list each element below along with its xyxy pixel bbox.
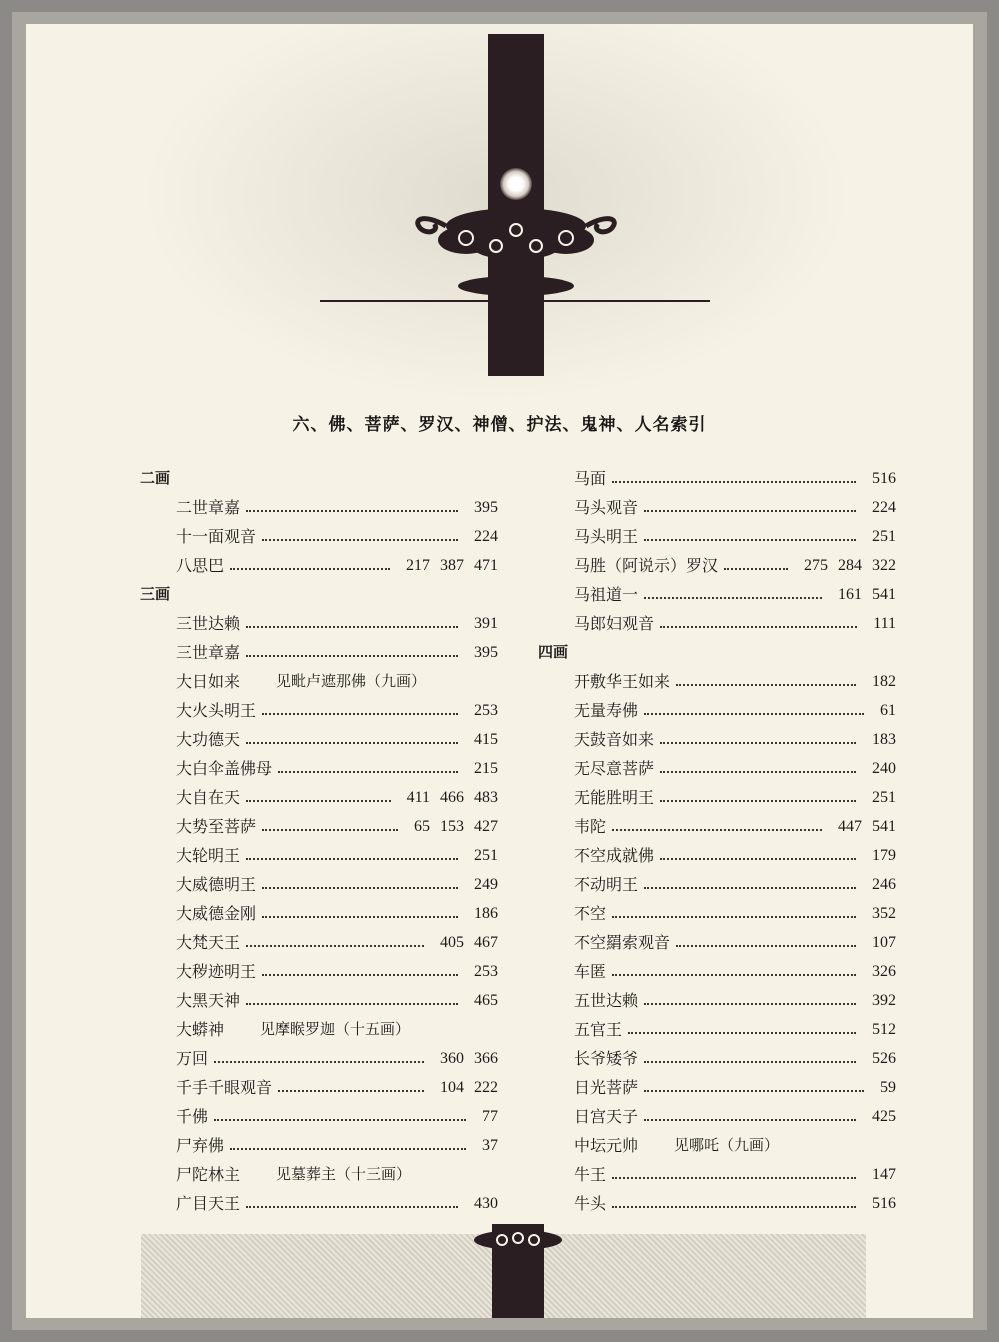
stroke-count-heading: 二画	[140, 469, 171, 487]
index-entry	[536, 812, 896, 841]
leader-dots	[660, 626, 857, 628]
entry-name: 大火头明王	[176, 701, 257, 720]
page-numbers	[862, 1160, 896, 1189]
page-number: 179	[872, 847, 896, 864]
index-entry	[138, 957, 498, 986]
page-numbers	[396, 551, 498, 580]
page-numbers	[464, 986, 498, 1015]
leader-dots	[644, 1119, 856, 1121]
index-entry	[138, 1102, 498, 1131]
index-entry	[138, 1189, 498, 1218]
page-numbers	[828, 580, 896, 609]
entry-name: 五官王	[574, 1020, 623, 1039]
leader-dots	[246, 510, 458, 512]
page-numbers	[862, 1189, 896, 1218]
index-column-left	[138, 464, 498, 1218]
page-number: 253	[474, 702, 498, 719]
index-entry	[138, 783, 498, 812]
leader-dots	[230, 1148, 466, 1150]
index-entry	[536, 725, 896, 754]
index-entry	[138, 1160, 498, 1189]
leader-dots	[644, 510, 856, 512]
entry-name: 五世达赖	[574, 991, 639, 1010]
page-number: 253	[474, 963, 498, 980]
page-number: 391	[474, 615, 498, 632]
page-numbers	[430, 1073, 498, 1102]
entry-name: 三世章嘉	[176, 643, 241, 662]
leader-dots	[246, 655, 458, 657]
page-numbers	[862, 841, 896, 870]
entry-name: 不空羂索观音	[574, 933, 671, 952]
page-numbers	[862, 870, 896, 899]
entry-name: 千佛	[176, 1107, 209, 1126]
entry-name: 开敷华王如来	[574, 672, 671, 691]
page-numbers	[862, 928, 896, 957]
page-number: 395	[474, 644, 498, 661]
entry-name: 车匿	[574, 962, 607, 981]
page-numbers	[862, 783, 896, 812]
leader-dots	[644, 887, 856, 889]
page-numbers	[794, 551, 896, 580]
leader-dots	[644, 539, 856, 541]
page-numbers	[464, 696, 498, 725]
leader-dots	[262, 916, 458, 918]
index-entry	[138, 551, 498, 580]
page-numbers	[862, 1015, 896, 1044]
leader-dots	[644, 713, 864, 715]
page-numbers	[870, 1073, 896, 1102]
entry-name: 十一面观音	[176, 527, 257, 546]
index-column-right	[536, 464, 896, 1218]
page-number: 251	[872, 528, 896, 545]
index-entry	[536, 464, 896, 493]
entry-name: 中坛元帅	[574, 1136, 639, 1155]
leader-dots	[660, 858, 856, 860]
page-number: 61	[880, 702, 896, 719]
page-number: 360	[440, 1050, 464, 1067]
index-entry	[138, 493, 498, 522]
light-halo	[500, 168, 532, 200]
entry-name: 牛王	[574, 1165, 607, 1184]
index-entry	[536, 1160, 896, 1189]
leader-dots	[214, 1061, 424, 1063]
leader-dots	[278, 1090, 424, 1092]
leader-dots	[644, 597, 822, 599]
leader-dots	[262, 974, 458, 976]
entry-name: 千手千眼观音	[176, 1078, 273, 1097]
page-numbers	[464, 493, 498, 522]
index-entry	[536, 667, 896, 696]
index-entry	[536, 841, 896, 870]
page-numbers	[862, 754, 896, 783]
page-number: 284	[838, 557, 862, 574]
entry-name: 大日如来	[176, 672, 241, 691]
index-entry	[138, 986, 498, 1015]
page-number: 251	[872, 789, 896, 806]
page-numbers	[397, 783, 498, 812]
page-number: 516	[872, 1195, 896, 1212]
leader-dots	[612, 974, 856, 976]
leader-dots	[676, 945, 856, 947]
index-entry	[536, 551, 896, 580]
entry-name: 大蟒神	[176, 1020, 225, 1039]
page-number: 153	[440, 818, 464, 835]
entry-name: 大梵天王	[176, 933, 241, 952]
leader-dots	[246, 626, 458, 628]
stroke-count-heading: 四画	[538, 643, 569, 661]
page-number: 392	[872, 992, 896, 1009]
entry-name: 日宫天子	[574, 1107, 639, 1126]
page-number: 65	[414, 818, 430, 835]
page-numbers	[464, 957, 498, 986]
page-numbers	[464, 725, 498, 754]
page-number: 222	[474, 1079, 498, 1096]
leader-dots	[214, 1119, 466, 1121]
page-number: 352	[872, 905, 896, 922]
cross-reference: 见哪吒（九画）	[674, 1136, 780, 1154]
leader-dots	[644, 1003, 856, 1005]
leader-dots	[676, 684, 856, 686]
page-number: 183	[872, 731, 896, 748]
index-entry	[138, 1044, 498, 1073]
entry-name: 大黑天神	[176, 991, 241, 1010]
horizon-line	[320, 300, 710, 302]
index-entry	[138, 928, 498, 957]
entry-name: 不动明王	[574, 875, 639, 894]
leader-dots	[644, 1061, 856, 1063]
page-number: 59	[880, 1079, 896, 1096]
cross-reference: 见毗卢遮那佛（九画）	[276, 672, 427, 690]
index-entry	[138, 754, 498, 783]
leader-dots	[612, 1206, 856, 1208]
index-entry	[138, 1015, 498, 1044]
page-number: 275	[804, 557, 828, 574]
leader-dots	[660, 800, 856, 802]
page-number: 395	[474, 499, 498, 516]
index-entry	[138, 1073, 498, 1102]
entry-name: 马面	[574, 469, 607, 488]
stroke-count-heading: 三画	[140, 585, 171, 603]
entry-name: 日光菩萨	[574, 1078, 639, 1097]
leader-dots	[644, 1090, 864, 1092]
page-number: 246	[872, 876, 896, 893]
page-numbers	[464, 522, 498, 551]
leader-dots	[246, 858, 458, 860]
index-entry	[536, 783, 896, 812]
index-entry	[138, 638, 498, 667]
page-number: 77	[482, 1108, 498, 1125]
page-number: 541	[872, 818, 896, 835]
index-entry	[536, 957, 896, 986]
cross-reference: 见摩睺罗迦（十五画）	[260, 1020, 411, 1038]
entry-name: 不空成就佛	[574, 846, 655, 865]
index-entry	[536, 1044, 896, 1073]
page-number: 471	[474, 557, 498, 574]
leader-dots	[278, 771, 458, 773]
page-number: 415	[474, 731, 498, 748]
index-entry	[536, 1131, 896, 1160]
page-numbers	[404, 812, 498, 841]
index-entry	[536, 870, 896, 899]
page-numbers	[862, 1044, 896, 1073]
entry-name: 长爷矮爷	[574, 1049, 639, 1068]
entry-name: 不空	[574, 904, 607, 923]
page-numbers	[464, 638, 498, 667]
entry-name: 马祖道一	[574, 585, 639, 604]
entry-name: 大白伞盖佛母	[176, 759, 273, 778]
footer-cloud-icon	[472, 1224, 564, 1254]
page-number: 224	[872, 499, 896, 516]
leader-dots	[246, 1206, 458, 1208]
page-number: 526	[872, 1050, 896, 1067]
entry-name: 马胜（阿说示）罗汉	[574, 556, 719, 575]
leader-dots	[660, 771, 856, 773]
entry-name: 大威德明王	[176, 875, 257, 894]
page-numbers	[472, 1131, 498, 1160]
leader-dots	[628, 1032, 856, 1034]
index-entry	[536, 899, 896, 928]
leader-dots	[262, 713, 458, 715]
page-number: 366	[474, 1050, 498, 1067]
section-title: 六、佛、菩萨、罗汉、神僧、护法、鬼神、人名索引	[292, 415, 707, 435]
index-entry	[138, 609, 498, 638]
page-number: 37	[482, 1137, 498, 1154]
page-number: 411	[406, 789, 430, 806]
entry-name: 马郎妇观音	[574, 614, 655, 633]
entry-name: 韦陀	[574, 817, 607, 836]
page-number: 465	[474, 992, 498, 1009]
page-number: 425	[872, 1108, 896, 1125]
page-number: 182	[872, 673, 896, 690]
index-entry	[138, 1131, 498, 1160]
entry-name: 马头观音	[574, 498, 639, 517]
leader-dots	[262, 887, 458, 889]
page-number: 516	[872, 470, 896, 487]
leader-dots	[612, 1177, 856, 1179]
index-entry	[536, 609, 896, 638]
page-number: 466	[440, 789, 464, 806]
index-entry	[138, 870, 498, 899]
entry-name: 大功德天	[176, 730, 241, 749]
leader-dots	[246, 1003, 458, 1005]
page-numbers	[430, 928, 498, 957]
page-number: 240	[872, 760, 896, 777]
page-numbers	[862, 667, 896, 696]
page-numbers	[862, 522, 896, 551]
page-numbers	[464, 754, 498, 783]
index-entry	[138, 696, 498, 725]
index-entry	[138, 841, 498, 870]
entry-name: 八思巴	[176, 556, 225, 575]
page-numbers	[862, 464, 896, 493]
page-number: 322	[872, 557, 896, 574]
page-numbers	[464, 899, 498, 928]
page-number: 104	[440, 1079, 464, 1096]
entry-name: 大威德金刚	[176, 904, 257, 923]
page-number: 447	[838, 818, 862, 835]
page-number: 186	[474, 905, 498, 922]
entry-name: 牛头	[574, 1194, 607, 1213]
page-numbers	[464, 841, 498, 870]
page-number: 215	[474, 760, 498, 777]
index-entry	[138, 522, 498, 551]
entry-name: 无尽意菩萨	[574, 759, 655, 778]
entry-name: 天鼓音如来	[574, 730, 655, 749]
index-entry	[536, 580, 896, 609]
cross-reference: 见墓葬主（十三画）	[276, 1165, 412, 1183]
index-entry	[536, 1102, 896, 1131]
page-number: 111	[873, 615, 896, 632]
page-number: 249	[474, 876, 498, 893]
page-numbers	[472, 1102, 498, 1131]
page-number: 161	[838, 586, 862, 603]
page-numbers	[862, 957, 896, 986]
page-number: 512	[872, 1021, 896, 1038]
leader-dots	[230, 568, 390, 570]
entry-name: 三世达赖	[176, 614, 241, 633]
page-numbers	[862, 986, 896, 1015]
index-entry	[536, 1073, 896, 1102]
entry-name: 大秽迹明王	[176, 962, 257, 981]
leader-dots	[612, 829, 822, 831]
index-entry	[536, 754, 896, 783]
page-number: 387	[440, 557, 464, 574]
page-number: 107	[872, 934, 896, 951]
page-number: 427	[474, 818, 498, 835]
page-number: 541	[872, 586, 896, 603]
page-number: 147	[872, 1166, 896, 1183]
index-entry	[138, 725, 498, 754]
page-numbers	[464, 609, 498, 638]
index-entry	[536, 1189, 896, 1218]
leader-dots	[246, 800, 391, 802]
entry-name: 广目天王	[176, 1194, 241, 1213]
entry-name: 尸弃佛	[176, 1136, 225, 1155]
entry-name: 尸陀林主	[176, 1165, 241, 1184]
entry-name: 马头明王	[574, 527, 639, 546]
index-entry	[138, 812, 498, 841]
page-number: 405	[440, 934, 464, 951]
entry-name: 无量寿佛	[574, 701, 639, 720]
page-number: 224	[474, 528, 498, 545]
page-number: 251	[474, 847, 498, 864]
index-entry	[536, 696, 896, 725]
leader-dots	[246, 742, 458, 744]
index-entry	[536, 928, 896, 957]
entry-name: 万回	[176, 1049, 209, 1068]
page-numbers	[464, 870, 498, 899]
index-entry	[536, 493, 896, 522]
page-numbers	[862, 493, 896, 522]
page-numbers	[464, 1189, 498, 1218]
leader-dots	[612, 481, 856, 483]
page-number: 430	[474, 1195, 498, 1212]
index-entry	[536, 986, 896, 1015]
page-numbers	[863, 609, 896, 638]
leader-dots	[660, 742, 856, 744]
page-numbers	[828, 812, 896, 841]
index-entry	[536, 522, 896, 551]
leader-dots	[724, 568, 788, 570]
entry-name: 大轮明王	[176, 846, 241, 865]
page-number: 217	[406, 557, 430, 574]
book-page	[26, 24, 973, 1318]
leader-dots	[262, 829, 398, 831]
page-numbers	[862, 725, 896, 754]
page-number: 483	[474, 789, 498, 806]
leader-dots	[612, 916, 856, 918]
index-entry	[138, 899, 498, 928]
entry-name: 大势至菩萨	[176, 817, 257, 836]
page-number: 326	[872, 963, 896, 980]
page-numbers	[862, 1102, 896, 1131]
entry-name: 大自在天	[176, 788, 241, 807]
index-entry	[536, 1015, 896, 1044]
leader-dots	[246, 945, 424, 947]
page-numbers	[862, 899, 896, 928]
entry-name: 无能胜明王	[574, 788, 655, 807]
index-entry	[138, 667, 498, 696]
page-numbers	[870, 696, 896, 725]
page-number: 467	[474, 934, 498, 951]
leader-dots	[262, 539, 458, 541]
page-numbers	[430, 1044, 498, 1073]
entry-name: 二世章嘉	[176, 498, 241, 517]
